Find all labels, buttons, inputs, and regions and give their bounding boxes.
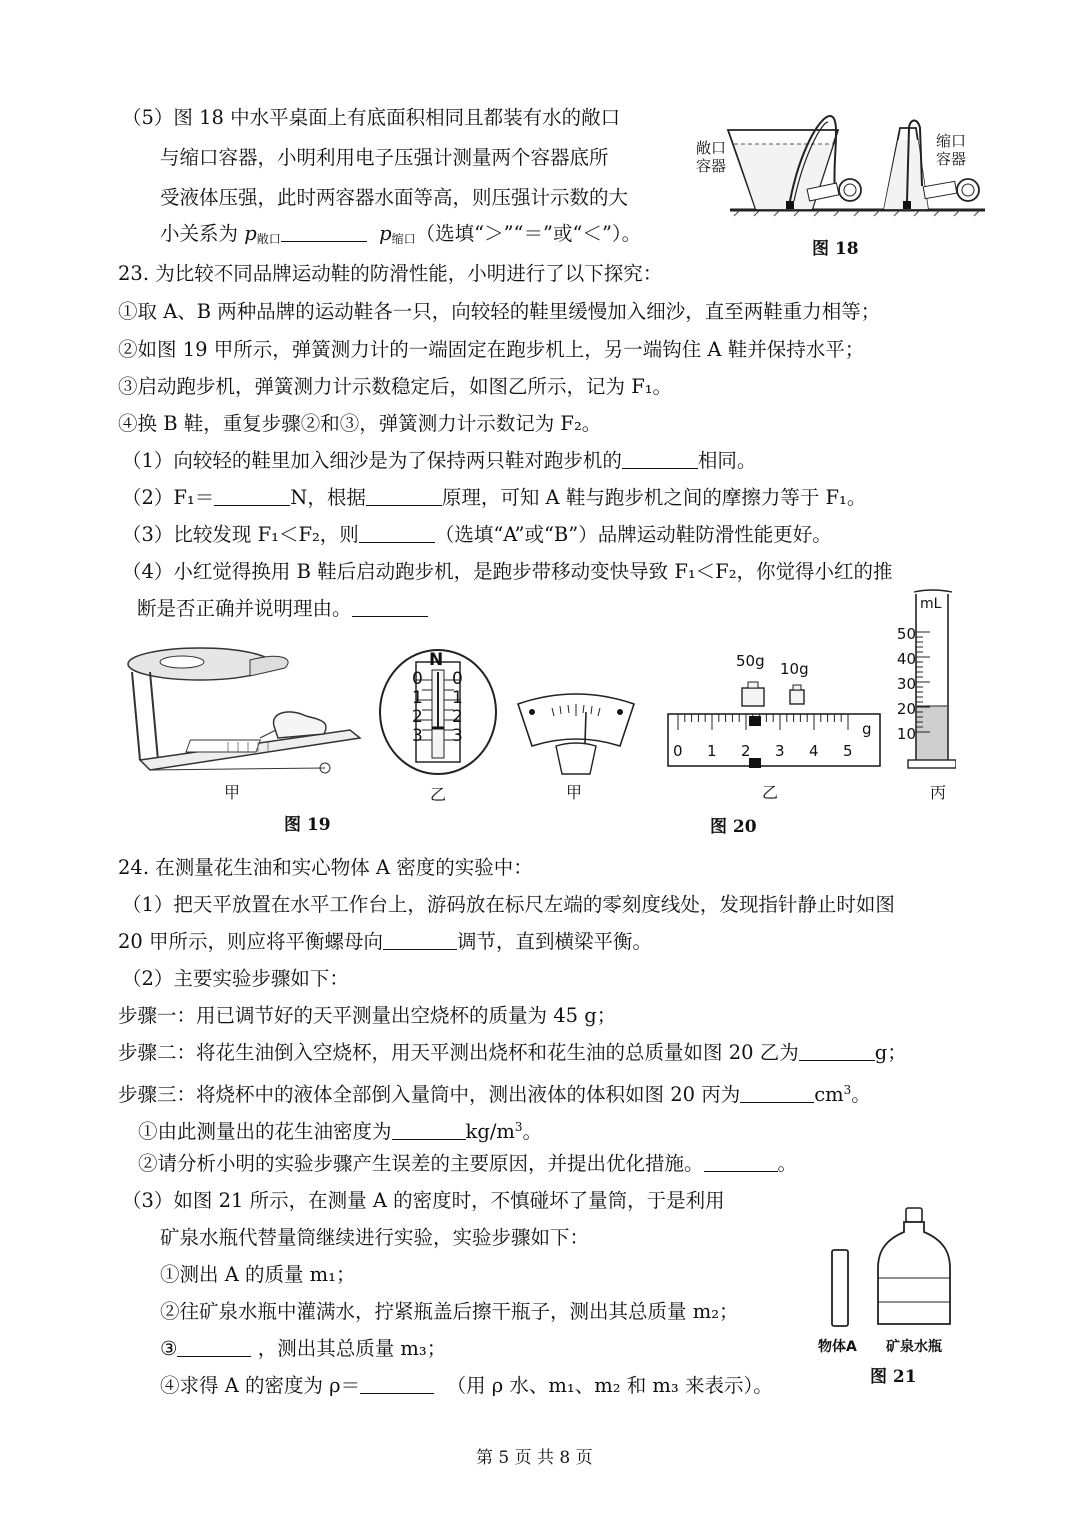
- bottle-label: 矿泉水瓶: [886, 1339, 942, 1355]
- page-number: 第 5 页 共 8 页: [476, 1448, 593, 1468]
- symbol-p: p: [244, 222, 257, 245]
- tick: 5: [843, 742, 853, 760]
- q24-sub3-line2: 矿泉水瓶代替量筒继续进行实验，实验步骤如下：: [160, 1226, 590, 1249]
- tick: 2: [741, 742, 751, 760]
- text: 。: [851, 1083, 871, 1106]
- tick: 30: [896, 675, 916, 693]
- figure-20-caption: 图 20: [710, 817, 757, 837]
- tick: 10: [896, 725, 916, 743]
- q23-step3: ③启动跑步机，弹簧测力计示数稳定后，如图乙所示，记为 F₁。: [118, 375, 673, 398]
- text: （2）F₁＝: [122, 486, 215, 509]
- gauge-ticks-left: [412, 670, 423, 746]
- tick-1: 1: [412, 688, 423, 708]
- tick: 1: [707, 742, 717, 760]
- fig19-label-yi: 乙: [430, 785, 447, 804]
- tick-3: 3: [452, 726, 463, 746]
- q23-step1: ①取 A、B 两种品牌的运动鞋各一只，向较轻的鞋里缓慢加入细沙，直至两鞋重力相等；: [118, 300, 881, 323]
- text: ①由此测量出的花生油密度为: [138, 1120, 392, 1143]
- tick: 4: [809, 742, 819, 760]
- text: g；: [874, 1041, 907, 1064]
- q22-5-line4: [160, 222, 641, 251]
- cylinder-unit-ml: mL: [920, 596, 942, 612]
- text: ②请分析小明的实验步骤产生误差的主要原因，并提出优化措施。: [138, 1152, 704, 1175]
- text: 步骤二：将花生油倒入空烧杯，用天平测出烧杯和花生油的总质量如图 20 乙为: [118, 1041, 799, 1064]
- figure-21-caption: 图 21: [870, 1367, 917, 1387]
- text: 原理，可知 A 鞋与跑步机之间的摩擦力等于 F₁。: [441, 486, 867, 509]
- text: （1）向较轻的鞋里加入细沙是为了保持两只鞋对跑步机的: [122, 449, 622, 472]
- q24-sub3-step2: ②往矿泉水瓶中灌满水，拧紧瓶盖后擦干瓶子，测出其总质量 m₂；: [160, 1300, 739, 1323]
- answer-blank[interactable]: [392, 1121, 466, 1140]
- q24-sub1-line1: （1）把天平放置在水平工作台上，游码放在标尺左端的零刻度线处，发现指针静止时如图: [122, 893, 895, 916]
- text: ，测出其总质量 m₃；: [257, 1337, 447, 1360]
- text: 断是否正确并说明理由。: [137, 597, 352, 620]
- tick-0: 0: [412, 669, 423, 689]
- tick-2: 2: [412, 707, 423, 727]
- text: （3）比较发现 F₁＜F₂，则: [122, 523, 359, 546]
- object-a-label: 物体A: [818, 1339, 857, 1355]
- tick-3: 3: [412, 726, 423, 746]
- text: kg/m: [465, 1120, 515, 1143]
- answer-blank[interactable]: [359, 524, 435, 543]
- answer-blank[interactable]: [799, 1042, 875, 1061]
- weight-50g: 50g: [736, 652, 765, 670]
- figure-21-object-bottle: [820, 1206, 970, 1330]
- answer-blank[interactable]: [366, 487, 442, 506]
- text: N，根据: [290, 486, 366, 509]
- symbol-p: p: [379, 222, 392, 245]
- q22-5-line2: 与缩口容器，小明利用电子压强计测量两个容器底所: [160, 146, 609, 169]
- fig19-label-jia: 甲: [224, 783, 241, 802]
- open-container-label: 敞口: [696, 139, 727, 157]
- text: 相同。: [697, 449, 757, 472]
- q24-step2: [118, 1041, 907, 1065]
- q24-density-question: [138, 1115, 542, 1144]
- tick: 40: [896, 650, 916, 668]
- q23-sub3: [122, 523, 832, 547]
- narrow-container-label: 缩口: [936, 132, 967, 150]
- q23-sub1: [122, 449, 756, 473]
- figure-20-balance-pointer: [514, 690, 638, 776]
- text: 步骤三：将烧杯中的液体全部倒入量筒中，测出液体的体积如图 20 丙为: [118, 1083, 741, 1106]
- answer-blank[interactable]: [214, 487, 290, 506]
- tick-2: 2: [452, 707, 463, 727]
- q23-step2: ②如图 19 甲所示，弹簧测力计的一端固定在跑步机上，另一端钩住 A 鞋并保持水平；: [118, 338, 865, 361]
- q24-step1: 步骤一：用已调节好的天平测量出空烧杯的质量为 45 g；: [118, 1004, 617, 1027]
- figure-19-treadmill: [110, 642, 366, 780]
- text: （用 ρ 水、m₁、m₂ 和 m₃ 来表示）。: [446, 1374, 773, 1397]
- subscript: 敞口: [256, 232, 281, 246]
- text: 。: [522, 1120, 543, 1143]
- q24-title: 24. 在测量花生油和实心物体 A 密度的实验中：: [118, 856, 533, 879]
- tick: 50: [896, 625, 916, 643]
- q24-sub1-line2: [118, 930, 652, 954]
- q24-sub3-step1: ①测出 A 的质量 m₁；: [160, 1263, 356, 1286]
- text: 调节，直到横梁平衡。: [457, 930, 653, 953]
- answer-blank[interactable]: [281, 223, 367, 242]
- q24-sub3-step4: [160, 1374, 773, 1398]
- open-container-label-2: 容器: [696, 157, 727, 175]
- answer-blank[interactable]: [177, 1338, 251, 1357]
- answer-blank[interactable]: [383, 931, 457, 950]
- answer-blank[interactable]: [704, 1153, 778, 1172]
- gauge-ticks-right: [452, 670, 463, 746]
- fig20-label-yi: 乙: [762, 783, 779, 802]
- weight-10g: 10g: [780, 660, 809, 678]
- q24-step3: [118, 1078, 871, 1107]
- q23-title: 23. 为比较不同品牌运动鞋的防滑性能，小明进行了以下探究：: [118, 262, 663, 285]
- q23-sub4-line2: [137, 597, 428, 621]
- tick: 20: [896, 700, 916, 718]
- answer-blank[interactable]: [622, 450, 698, 469]
- q22-5-line1: （5）图 18 中水平桌面上有底面积相同且都装有水的敞口: [122, 106, 621, 129]
- q24-sub3-step3: [160, 1337, 446, 1361]
- superscript: 3: [514, 1120, 523, 1134]
- answer-blank[interactable]: [740, 1084, 814, 1103]
- text: 小关系为: [160, 222, 245, 245]
- subscript: 缩口: [391, 232, 416, 246]
- text: ④求得 A 的密度为 ρ＝: [160, 1374, 361, 1397]
- answer-blank[interactable]: [352, 598, 428, 617]
- q23-sub4-line1: （4）小红觉得换用 B 鞋后启动跑步机，是跑步带移动变快导致 F₁＜F₂，你觉得小红的推: [122, 560, 893, 583]
- scale-unit-g: g: [862, 720, 872, 738]
- q24-sub2-title: （2）主要实验步骤如下：: [122, 967, 349, 990]
- fig20-label-bing: 丙: [930, 783, 947, 802]
- figure-19-caption: 图 19: [284, 815, 331, 835]
- q23-step4: ④换 B 鞋，重复步骤②和③，弹簧测力计示数记为 F₂。: [118, 412, 602, 435]
- text: （选填“A”或“B”）品牌运动鞋防滑性能更好。: [434, 523, 832, 546]
- answer-blank[interactable]: [360, 1375, 434, 1394]
- fig20-label-jia: 甲: [566, 783, 583, 802]
- text: cm: [814, 1083, 844, 1106]
- tick-1: 1: [452, 688, 463, 708]
- text: （选填“＞”“＝”或“＜”）。: [415, 222, 642, 245]
- tick: 0: [673, 742, 683, 760]
- gauge-unit-n: N: [429, 650, 444, 670]
- narrow-container-label-2: 容器: [936, 150, 967, 168]
- superscript: 3: [843, 1083, 852, 1097]
- q22-5-line3: 受液体压强，此时两容器水面等高，则压强计示数的大: [160, 186, 629, 209]
- figure-18-caption: 图 18: [812, 239, 859, 259]
- text: 。: [777, 1152, 798, 1175]
- q24-error-question: [138, 1152, 797, 1176]
- tick-0: 0: [452, 669, 463, 689]
- tick: 3: [775, 742, 785, 760]
- q23-sub2: [122, 486, 866, 510]
- q24-sub3-line1: （3）如图 21 所示，在测量 A 的密度时，不慎碰坏了量筒，于是利用: [122, 1189, 725, 1212]
- text: ③: [160, 1337, 178, 1360]
- cylinder-ticks: [896, 622, 916, 747]
- text: 20 甲所示，则应将平衡螺母向: [118, 930, 384, 953]
